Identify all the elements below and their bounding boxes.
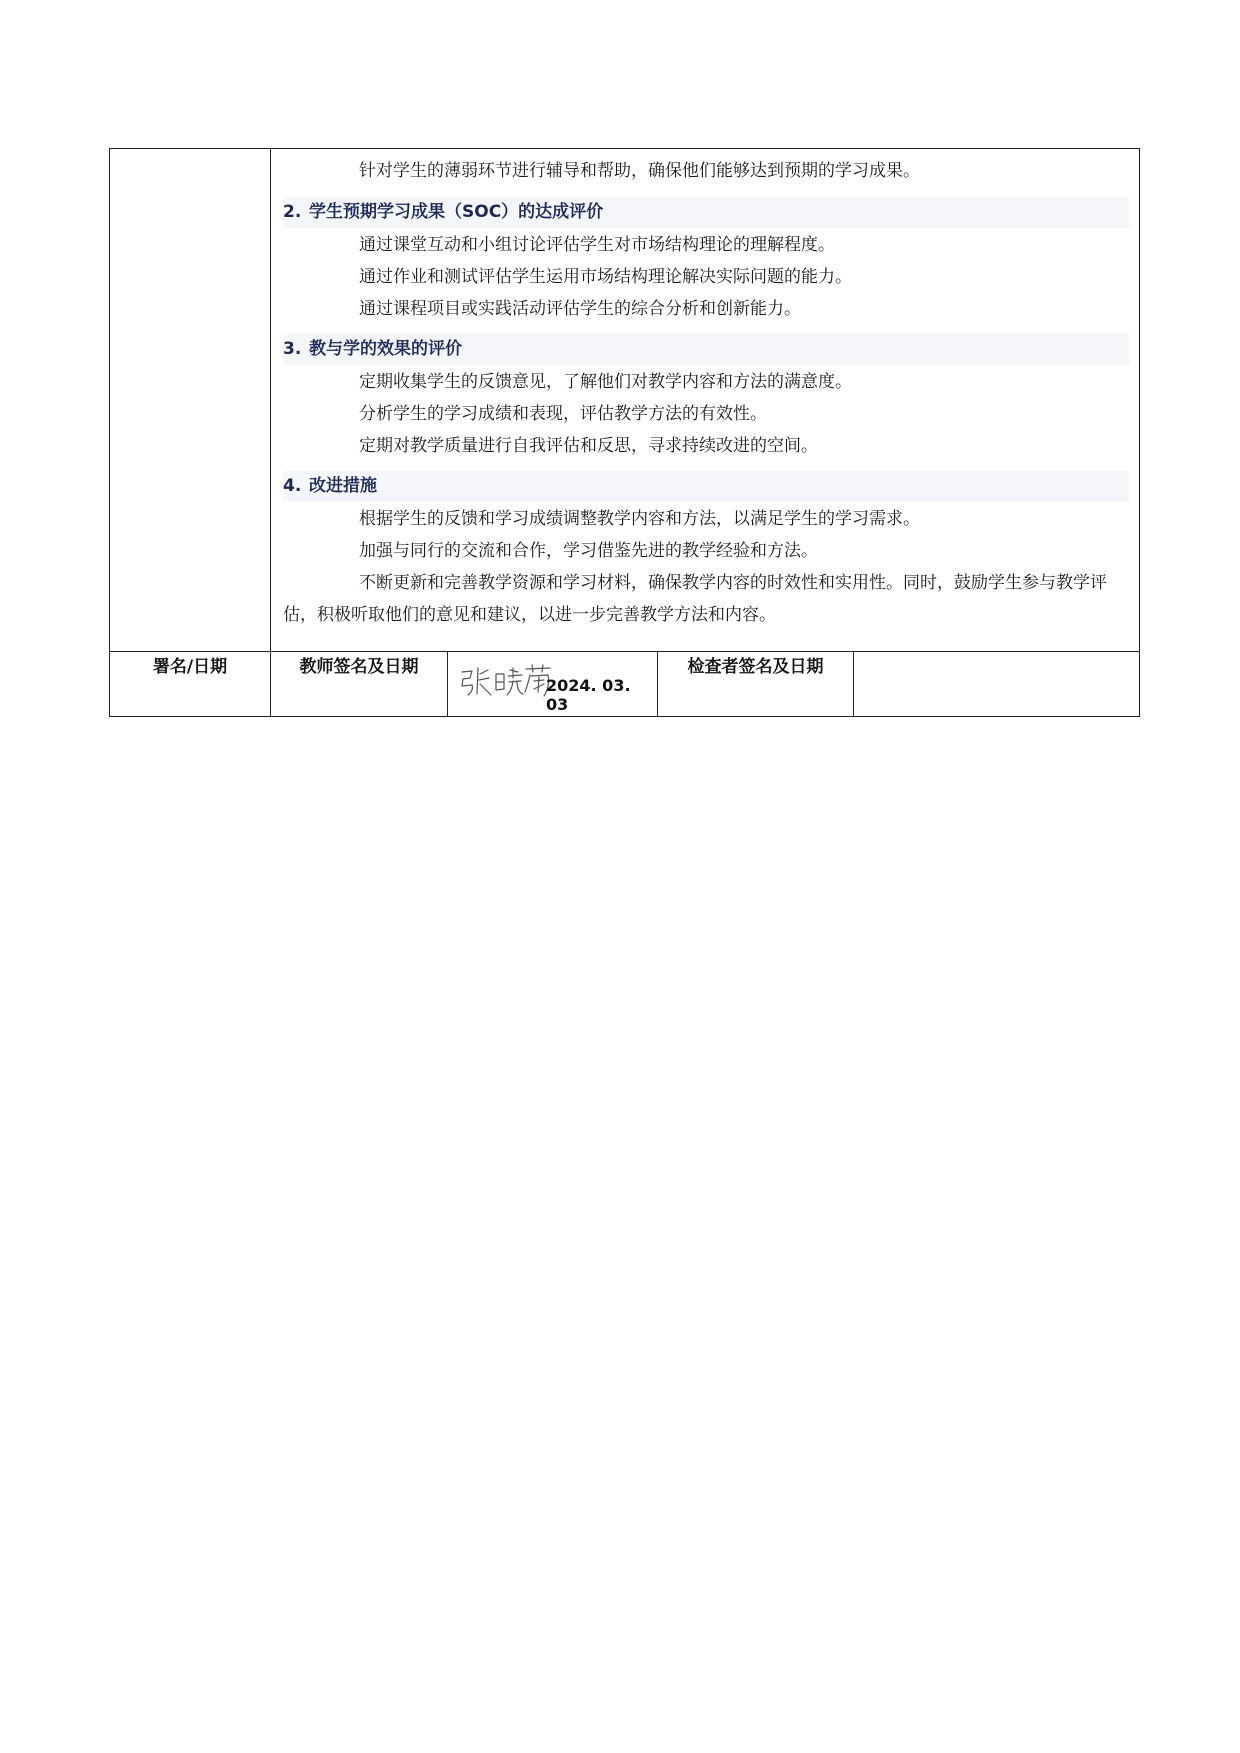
- section-title: 教与学的效果的评价: [309, 339, 462, 359]
- section-number: 4.: [283, 476, 302, 496]
- list-item: 不断更新和完善教学资源和学习材料，确保教学内容的时效性和实用性。同时，鼓励学生参与教学评估，积极听取他们的意见和建议，以进一步完善教学方法和内容。: [283, 573, 1107, 625]
- section-heading: [283, 471, 1129, 502]
- content-cell: [271, 149, 1140, 652]
- section-number: 2.: [283, 202, 302, 222]
- list-item: 根据学生的反馈和学习成绩调整教学内容和方法，以满足学生的学习需求。: [359, 509, 920, 529]
- evaluation-table: [109, 148, 1140, 717]
- section-2: [283, 197, 1129, 325]
- section-title: 学生预期学习成果（SOC）的达成评价: [309, 202, 604, 222]
- section-heading: [283, 334, 1129, 365]
- list-item: 分析学生的学习成绩和表现，评估教学方法的有效性。: [359, 404, 767, 424]
- section-number: 3.: [283, 339, 302, 359]
- section-4: [283, 471, 1129, 631]
- section-title: 改进措施: [309, 476, 377, 496]
- handwritten-signature-icon: [458, 662, 553, 702]
- teacher-signature-label: 教师签名及日期: [271, 652, 448, 717]
- list-item: 通过课堂互动和小组讨论评估学生对市场结构理论的理解程度。: [359, 235, 835, 255]
- left-label-cell: [110, 149, 271, 652]
- list-item: 加强与同行的交流和合作，学习借鉴先进的教学经验和方法。: [359, 541, 818, 561]
- list-item: 通过课程项目或实践活动评估学生的综合分析和创新能力。: [359, 299, 801, 319]
- section-3: [283, 334, 1129, 462]
- list-item: 定期对教学质量进行自我评估和反思，寻求持续改进的空间。: [359, 436, 818, 456]
- checker-signature-value: [854, 652, 1140, 717]
- content-row: [110, 149, 1140, 652]
- checker-signature-label: 检查者签名及日期: [658, 652, 854, 717]
- list-item: 通过作业和测试评估学生运用市场结构理论解决实际问题的能力。: [359, 267, 852, 287]
- list-item: 定期收集学生的反馈意见，了解他们对教学内容和方法的满意度。: [359, 372, 852, 392]
- signature-row: [110, 652, 1140, 717]
- lead-paragraph: 针对学生的薄弱环节进行辅导和帮助，确保他们能够达到预期的学习成果。: [359, 161, 920, 181]
- teacher-signature-cell: [448, 652, 658, 717]
- teacher-date: 2024. 03. 03: [546, 676, 631, 714]
- signature-row-label: 署名/日期: [110, 652, 271, 717]
- section-heading: [283, 197, 1129, 228]
